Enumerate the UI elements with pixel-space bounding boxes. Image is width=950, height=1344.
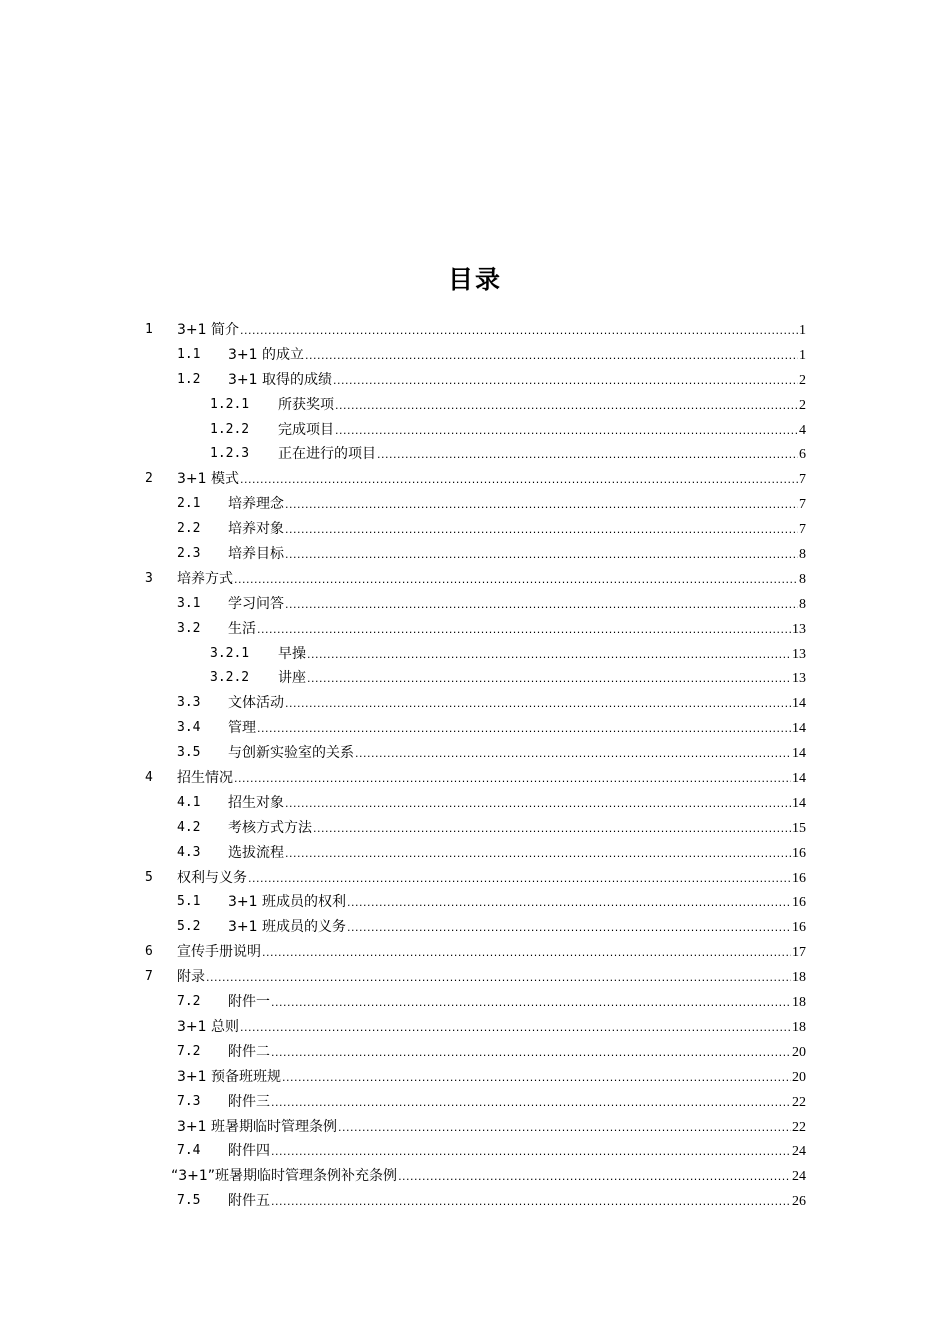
toc-entry[interactable] xyxy=(0,1015,950,1040)
toc-leader-dots xyxy=(285,692,791,717)
toc-entry-page: 1 xyxy=(799,347,806,363)
toc-entry-number: 4.2 xyxy=(177,819,201,835)
toc-entry[interactable] xyxy=(0,393,950,418)
toc-entry-number: 1 xyxy=(145,322,153,337)
toc-entry-page: 6 xyxy=(799,447,806,463)
toc-entry-label: 3+1 班暑期临时管理条例 xyxy=(177,1118,337,1135)
toc-entry-page: 4 xyxy=(799,422,806,438)
toc-entry-number: 7.2 xyxy=(177,1043,201,1059)
toc-entry-label: 所获奖项 xyxy=(278,396,334,413)
toc-entry-number: 2.1 xyxy=(177,496,201,512)
toc-leader-dots xyxy=(234,767,791,792)
toc-leader-dots xyxy=(355,742,791,767)
toc-entry-page: 16 xyxy=(792,870,806,886)
toc-leader-dots xyxy=(313,817,791,842)
toc-entry-label: 完成项目 xyxy=(278,421,334,438)
toc-entry-number: 7.4 xyxy=(177,1143,201,1159)
toc-entry-number: 7.5 xyxy=(177,1193,201,1209)
toc-entry-number: 3.2.1 xyxy=(210,645,250,661)
toc-entry[interactable] xyxy=(0,716,950,741)
toc-entry-page: 13 xyxy=(792,671,806,687)
toc-leader-dots xyxy=(338,1116,791,1141)
toc-entry[interactable] xyxy=(0,517,950,542)
toc-entry-label: 附件二 xyxy=(228,1043,270,1060)
toc-entry-page: 26 xyxy=(792,1194,806,1210)
toc-entry-page: 13 xyxy=(792,621,806,637)
toc-entry-label: 学习问答 xyxy=(228,595,284,612)
toc-entry-number: 4.1 xyxy=(177,794,201,810)
toc-entry-label: 3+1 模式 xyxy=(177,471,239,488)
toc-entry[interactable] xyxy=(0,492,950,517)
toc-leader-dots xyxy=(285,792,791,817)
toc-entry[interactable] xyxy=(0,418,950,443)
toc-title: 目录 xyxy=(447,265,502,294)
toc-entry-label: 讲座 xyxy=(278,670,306,687)
toc-entry-number: 1.2.1 xyxy=(210,396,250,412)
toc-entry-page: 18 xyxy=(792,1019,806,1035)
toc-entry-number: 5.1 xyxy=(177,894,201,910)
toc-entry-number: 7.3 xyxy=(177,1093,201,1109)
toc-entry-label: 附件一 xyxy=(228,994,270,1011)
toc-entry-number: 1.2.2 xyxy=(210,421,250,437)
toc-entry-page: 22 xyxy=(792,1094,806,1110)
toc-entry[interactable] xyxy=(0,741,950,766)
toc-entry-number: 1.2 xyxy=(177,371,201,387)
toc-entry-label: 培养对象 xyxy=(228,521,284,538)
toc-entry-label: 生活 xyxy=(228,620,256,637)
toc-entry[interactable] xyxy=(0,766,950,791)
toc-entry-label: 附录 xyxy=(177,969,205,986)
toc-entry-label: 招生情况 xyxy=(177,770,233,787)
toc-entry-page: 16 xyxy=(792,895,806,911)
toc-entry-page: 1 xyxy=(799,323,806,338)
toc-leader-dots xyxy=(285,593,798,618)
toc-entry-label: 3+1 简介 xyxy=(177,322,239,338)
toc-entry[interactable] xyxy=(0,890,950,915)
toc-entry-page: 16 xyxy=(792,920,806,936)
toc-leader-dots xyxy=(271,1091,791,1116)
toc-entry-page: 18 xyxy=(792,995,806,1011)
toc-entry[interactable] xyxy=(0,1065,950,1090)
toc-entry-label: “3+1”班暑期临时管理条例补充条例 xyxy=(171,1168,398,1185)
toc-entry-number: 6 xyxy=(145,944,153,960)
toc-leader-dots xyxy=(271,1041,791,1066)
toc-leader-dots xyxy=(347,916,791,941)
toc-leader-dots xyxy=(285,518,798,543)
toc-entry-number: 5 xyxy=(145,869,153,885)
toc-entry-label: 3+1 班成员的义务 xyxy=(228,919,346,936)
toc-entry[interactable] xyxy=(0,915,950,940)
toc-entry-number: 2.2 xyxy=(177,521,201,537)
toc-entry[interactable] xyxy=(0,1115,950,1140)
toc-entry[interactable] xyxy=(0,343,950,368)
toc-entry-page: 7 xyxy=(799,472,806,488)
toc-leader-dots xyxy=(206,966,791,991)
toc-entry-number: 7 xyxy=(145,969,153,985)
toc-entry-number: 3 xyxy=(145,570,153,586)
toc-entry[interactable] xyxy=(0,1164,950,1189)
toc-entry-page: 20 xyxy=(792,1044,806,1060)
toc-entry-page: 18 xyxy=(792,970,806,986)
toc-entry[interactable] xyxy=(0,691,950,716)
toc-leader-dots xyxy=(307,643,791,668)
toc-entry-page: 8 xyxy=(799,547,806,563)
toc-entry-page: 14 xyxy=(792,795,806,811)
toc-leader-dots xyxy=(240,468,798,493)
toc-entry-number: 1.1 xyxy=(177,346,201,362)
toc-entry-number: 4 xyxy=(145,770,153,786)
toc-leader-dots xyxy=(271,1190,791,1215)
toc-entry-label: 权利与义务 xyxy=(177,869,247,886)
toc-leader-dots xyxy=(305,344,798,369)
toc-leader-dots xyxy=(240,319,798,344)
toc-leader-dots xyxy=(234,568,798,593)
toc-entry-page: 2 xyxy=(799,397,806,413)
toc-leader-dots xyxy=(285,842,791,867)
toc-leader-dots xyxy=(285,543,798,568)
toc-entry[interactable] xyxy=(0,990,950,1015)
toc-leader-dots xyxy=(262,941,791,966)
toc-entry-number: 4.3 xyxy=(177,844,201,860)
toc-entry[interactable] xyxy=(0,1090,950,1115)
toc-entry-number: 2.3 xyxy=(177,546,201,562)
toc-leader-dots xyxy=(257,618,791,643)
toc-entry-page: 14 xyxy=(792,696,806,712)
toc-entry-label: 3+1 总则 xyxy=(177,1018,239,1035)
toc-entry-number: 2 xyxy=(145,471,153,487)
toc-entry-page: 20 xyxy=(792,1069,806,1085)
toc-entry-page: 24 xyxy=(792,1169,806,1185)
toc-entry[interactable] xyxy=(0,666,950,691)
toc-entry-label: 招生对象 xyxy=(228,794,284,811)
toc-entry-label: 附件四 xyxy=(228,1143,270,1160)
toc-entry[interactable] xyxy=(0,442,950,467)
toc-entry[interactable] xyxy=(0,1040,950,1065)
toc-entry[interactable] xyxy=(0,642,950,667)
toc-entry-label: 考核方式方法 xyxy=(228,819,312,836)
toc-leader-dots xyxy=(347,891,791,916)
toc-entry-label: 3+1 的成立 xyxy=(228,346,304,363)
toc-entry[interactable] xyxy=(0,940,950,965)
toc-entry-page: 14 xyxy=(792,721,806,737)
toc-entry[interactable] xyxy=(0,841,950,866)
toc-leader-dots xyxy=(248,867,791,892)
toc-entry-number: 1.2.3 xyxy=(210,446,250,462)
toc-entry-page: 8 xyxy=(799,596,806,612)
toc-entry-page: 14 xyxy=(792,746,806,762)
toc-entry[interactable] xyxy=(0,965,950,990)
toc-entry-label: 文体活动 xyxy=(228,695,284,712)
toc-entry-page: 17 xyxy=(792,945,806,961)
toc-entry-label: 3+1 预备班班规 xyxy=(177,1068,281,1085)
toc-entry-number: 3.1 xyxy=(177,595,201,611)
toc-entry[interactable] xyxy=(0,1139,950,1164)
toc-entry[interactable] xyxy=(0,542,950,567)
toc-leader-dots xyxy=(335,394,798,419)
toc-entry-number: 5.2 xyxy=(177,919,201,935)
toc-entry-label: 培养目标 xyxy=(228,546,284,563)
toc-entry-label: 培养方式 xyxy=(177,570,233,587)
toc-entry-page: 7 xyxy=(799,497,806,513)
toc-entry-label: 附件五 xyxy=(228,1193,270,1210)
toc-leader-dots xyxy=(307,667,791,692)
toc-entry[interactable] xyxy=(0,866,950,891)
toc-entry-label: 宣传手册说明 xyxy=(177,944,261,961)
toc-entry[interactable] xyxy=(0,617,950,642)
toc-entry-label: 选拔流程 xyxy=(228,844,284,861)
toc-entry-label: 早操 xyxy=(278,645,306,662)
toc-entry-page: 8 xyxy=(799,571,806,587)
toc-entry-label: 与创新实验室的关系 xyxy=(228,745,354,762)
toc-entry-number: 3.5 xyxy=(177,745,201,761)
toc-entry-label: 管理 xyxy=(228,720,256,737)
toc-leader-dots xyxy=(377,443,798,468)
toc-leader-dots xyxy=(240,1016,791,1041)
toc-entry[interactable] xyxy=(0,791,950,816)
toc-entry-label: 3+1 取得的成绩 xyxy=(228,371,332,388)
toc-entry-label: 3+1 班成员的权利 xyxy=(228,894,346,911)
toc-entry-page: 2 xyxy=(799,372,806,388)
toc-entry-number: 3.2 xyxy=(177,620,201,636)
toc-leader-dots xyxy=(282,1066,791,1091)
toc-entry-number: 3.3 xyxy=(177,695,201,711)
toc-entry-label: 正在进行的项目 xyxy=(278,446,376,463)
toc-entry[interactable] xyxy=(0,816,950,841)
toc-entry-number: 3.4 xyxy=(177,720,201,736)
toc-entry-page: 13 xyxy=(792,646,806,662)
toc-entry-number: 7.2 xyxy=(177,994,201,1010)
toc-entry[interactable] xyxy=(0,318,950,343)
toc-entry[interactable] xyxy=(0,592,950,617)
toc-leader-dots xyxy=(257,717,791,742)
toc-entry[interactable] xyxy=(0,368,950,393)
toc-entry-page: 14 xyxy=(792,771,806,787)
toc-entry-page: 15 xyxy=(792,820,806,836)
toc-entry[interactable] xyxy=(0,467,950,492)
toc-leader-dots xyxy=(271,1140,791,1165)
toc-leader-dots xyxy=(333,369,798,394)
toc-entry-page: 24 xyxy=(792,1144,806,1160)
toc-leader-dots xyxy=(398,1165,791,1190)
toc-entry-label: 培养理念 xyxy=(228,496,284,513)
toc-list xyxy=(0,318,950,1214)
toc-entry-page: 22 xyxy=(792,1119,806,1135)
toc-entry-label: 附件三 xyxy=(228,1093,270,1110)
toc-entry-page: 16 xyxy=(792,845,806,861)
toc-leader-dots xyxy=(335,419,798,444)
toc-entry[interactable] xyxy=(0,567,950,592)
toc-leader-dots xyxy=(271,991,791,1016)
toc-entry-number: 3.2.2 xyxy=(210,670,250,686)
toc-entry-page: 7 xyxy=(799,522,806,538)
toc-leader-dots xyxy=(285,493,798,518)
toc-entry[interactable] xyxy=(0,1189,950,1214)
